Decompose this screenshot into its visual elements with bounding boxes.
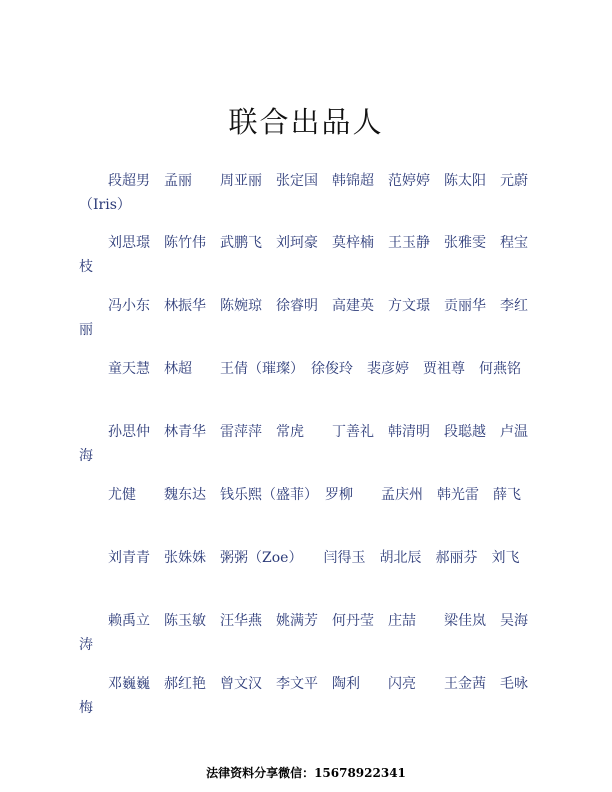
producer-paragraph-6	[79, 483, 539, 507]
producer-names: 孙思仲 林青华 雷萍萍 常虎 丁善礼 韩清明 段聪越 卢温海	[79, 424, 528, 464]
producer-names: 段超男 孟丽 周亚丽 张定国 韩锦超 范婷婷 陈太阳 元蔚（Iris）	[79, 173, 528, 213]
producer-paragraph-4	[79, 357, 539, 381]
producer-paragraph-5	[79, 420, 539, 468]
producer-paragraph-9	[79, 672, 539, 720]
producer-names: 刘思璟 陈竹伟 武鹏飞 刘珂豪 莫梓楠 王玉静 张雅雯 程宝枝	[79, 235, 528, 275]
producer-paragraph-8	[79, 609, 539, 657]
page-title: 联合出品人	[228, 105, 384, 139]
producer-names: 赖禹立 陈玉敏 汪华燕 姚满芳 何丹莹 庄喆 梁佳岚 吴海涛	[79, 613, 528, 653]
footer-contact-note: 法律资料分享微信：15678922341	[206, 766, 406, 780]
producer-paragraph-1	[79, 169, 539, 217]
producer-paragraph-3	[79, 294, 539, 342]
producer-names: 尤健 魏东达 钱乐熙（盛菲） 罗柳 孟庆州 韩光雷 薛飞	[108, 487, 521, 503]
producer-names: 童天慧 林超 王倩（璀璨） 徐俊玲 裴彦婷 贾祖尊 何燕铭	[108, 361, 521, 377]
producer-names: 邓巍巍 郝红艳 曾文汉 李文平 陶利 闪亮 王金茜 毛咏梅	[79, 676, 528, 716]
producer-names: 刘青青 张姝姝 粥粥（Zoe） 闫得玉 胡北辰 郝丽芬 刘飞	[108, 550, 520, 566]
producer-names: 冯小东 林振华 陈婉琼 徐睿明 高建英 方文璟 贡丽华 李红丽	[79, 298, 528, 338]
producer-paragraph-2	[79, 231, 539, 279]
producer-paragraph-7	[79, 546, 539, 570]
